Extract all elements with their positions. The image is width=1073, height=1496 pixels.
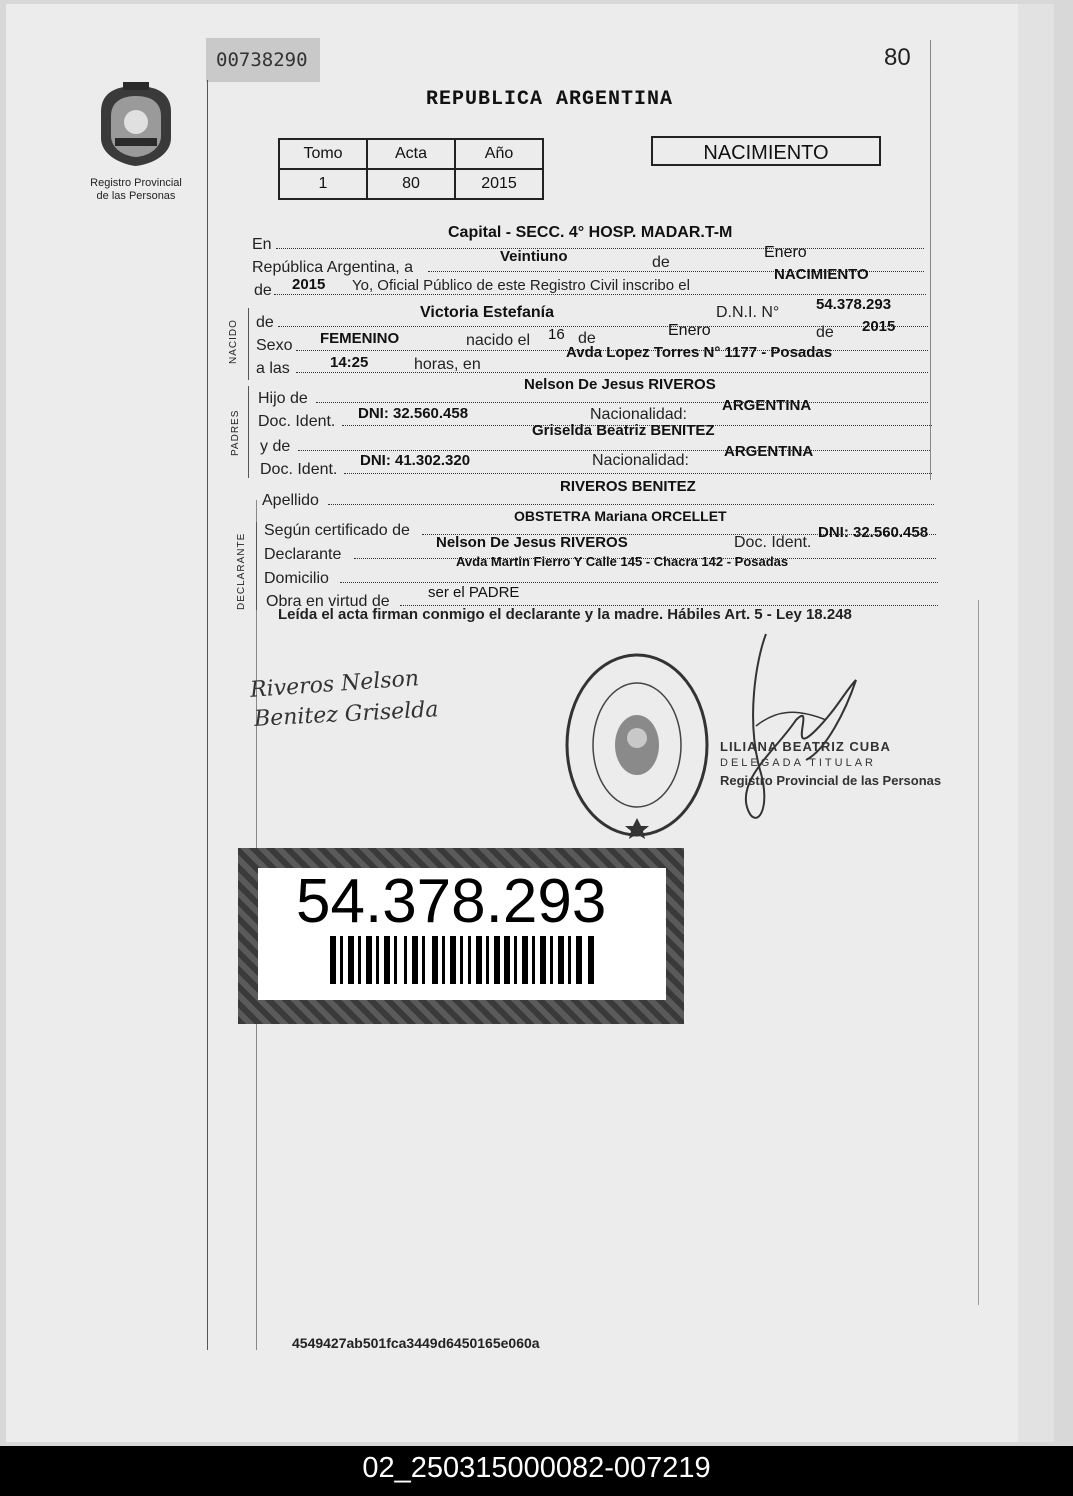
acta-type-box: NACIMIENTO	[651, 136, 881, 166]
declarante-label: Declarante	[264, 546, 342, 563]
fecha-mes: Enero	[764, 244, 807, 261]
nacido-bracket	[248, 308, 249, 380]
nacido-de2-label: de	[816, 324, 834, 341]
declarante-section-label: DECLARANTE	[236, 532, 247, 610]
registro-logo	[82, 82, 190, 212]
apellido-value: RIVEROS BENITEZ	[560, 478, 696, 495]
fecha-anio-de-label: de	[254, 282, 272, 299]
page-edge	[1018, 4, 1054, 1442]
madre-doc: DNI: 41.302.320	[360, 452, 471, 469]
nacido-nombre: Victoria Estefanía	[420, 304, 554, 321]
official-name: LILIANA BEATRIZ CUBA	[720, 739, 891, 754]
document-page	[6, 4, 1054, 1442]
horas-label: horas, en	[414, 356, 481, 373]
alas-label: a las	[256, 360, 290, 377]
sexo-label: Sexo	[256, 337, 293, 354]
barcode-icon	[330, 936, 600, 984]
domicilio-line	[340, 582, 938, 583]
declarante-bracket	[256, 522, 257, 610]
declarante-doc-label: Doc. Ident.	[734, 534, 812, 551]
official-registro: Registro Provincial de las Personas	[720, 773, 942, 788]
padre-nombre: Nelson De Jesus RIVEROS	[524, 376, 716, 393]
declarante-doc: DNI: 32.560.458	[818, 524, 929, 541]
acta-value-acta: 80	[367, 169, 455, 199]
padre-doc-label: Doc. Ident.	[258, 413, 336, 430]
domicilio-value: Avda Martin Fierro Y Calle 145 - Chacra 142 - Posadas	[456, 554, 789, 569]
madre-nac: ARGENTINA	[724, 443, 814, 460]
padres-bracket	[248, 386, 249, 478]
certificado-label: Según certificado de	[264, 522, 410, 539]
official-signature-icon	[726, 630, 876, 830]
nacido-dni-label: D.N.I. N°	[716, 304, 780, 321]
fecha-de-label: de	[652, 254, 670, 271]
padre-nac-label: Nacionalidad:	[590, 406, 687, 423]
left-margin-line	[207, 80, 208, 1350]
inscribo-line	[274, 294, 926, 295]
lugar-line	[276, 248, 924, 249]
sexo-value: FEMENINO	[320, 330, 400, 347]
y-de-label: y de	[260, 438, 291, 455]
org-name-line2: de las Personas	[96, 190, 176, 202]
leida-statement: Leída el acta firman conmigo el declarante y la madre. Hábiles Art. 5 - Ley 18.248	[278, 606, 852, 623]
alas-line	[296, 372, 928, 373]
seal-icon	[562, 650, 712, 840]
obra-label: Obra en virtud de	[266, 593, 390, 610]
acta-header-acta: Acta	[367, 139, 455, 169]
official-cargo: DELEGADA TITULAR	[720, 757, 876, 769]
acta-value-tomo: 1	[279, 169, 367, 199]
padres-section-label: PADRES	[230, 409, 241, 456]
nacido-anio: 2015	[862, 318, 896, 335]
nacido-section-label: NACIDO	[228, 319, 239, 364]
madre-line	[298, 450, 930, 451]
serial-number: 00738290	[206, 38, 320, 82]
document-hash: 4549427ab501fca3449d6450165e060a	[292, 1335, 540, 1351]
scan-id-footer: 02_250315000082-007219	[0, 1446, 1073, 1496]
org-name-line1: Registro Provincial	[90, 177, 182, 189]
nacido-mes: Enero	[668, 322, 711, 339]
right-margin-line-lower	[978, 600, 979, 1305]
declarante-nombre: Nelson De Jesus RIVEROS	[436, 534, 628, 551]
fecha-anio: 2015	[292, 276, 326, 293]
lugar-value: Capital - SECC. 4° HOSP. MADAR.T-M	[448, 224, 733, 241]
fecha-label: República Argentina, a	[252, 259, 413, 276]
acta-header-tomo: Tomo	[279, 139, 367, 169]
nacido-de-label: de	[256, 314, 274, 331]
madre-nombre: Griselda Beatriz BENITEZ	[532, 422, 715, 439]
lugar-label: En	[252, 236, 272, 253]
signature-father: Riveros Nelson	[249, 666, 420, 703]
inscribo-acto: NACIMIENTO	[774, 266, 869, 283]
padre-doc: DNI: 32.560.458	[358, 405, 469, 422]
nacido-lugar: Avda Lopez Torres N° 1177 - Posadas	[566, 344, 833, 361]
madre-doc-label: Doc. Ident.	[260, 461, 338, 478]
acta-value-anio: 2015	[455, 169, 543, 199]
inscribo-label: Yo, Oficial Público de este Registro Civil inscribo el	[352, 277, 690, 294]
madre-doc-line	[344, 473, 932, 474]
provincial-emblem-icon	[91, 82, 181, 168]
padre-nac: ARGENTINA	[722, 397, 812, 414]
madre-nac-label: Nacionalidad:	[592, 452, 689, 469]
acta-table	[278, 138, 544, 200]
certificado-value: OBSTETRA Mariana ORCELLET	[514, 508, 727, 524]
dni-label-number: 54.378.293	[296, 867, 607, 936]
page-number: 80	[884, 44, 911, 71]
document-title: REPUBLICA ARGENTINA	[426, 88, 674, 111]
apellido-label: Apellido	[262, 492, 319, 509]
nacido-dia: 16	[548, 326, 565, 343]
padre-line	[316, 402, 928, 403]
signature-mother: Benitez Griselda	[253, 697, 440, 732]
apellido-line	[328, 504, 934, 505]
nacido-el-label: nacido el	[466, 332, 531, 349]
nacido-de1-label: de	[578, 330, 596, 347]
acta-header-anio: Año	[455, 139, 543, 169]
nacido-hora: 14:25	[330, 354, 369, 371]
right-margin-line	[930, 40, 931, 480]
official-seal	[562, 650, 712, 840]
hijo-de-label: Hijo de	[258, 390, 308, 407]
fecha-dia: Veintiuno	[500, 248, 568, 265]
nacido-dni: 54.378.293	[816, 296, 892, 313]
obra-value: ser el PADRE	[428, 584, 520, 601]
official-block	[720, 738, 941, 789]
domicilio-label: Domicilio	[264, 570, 329, 587]
